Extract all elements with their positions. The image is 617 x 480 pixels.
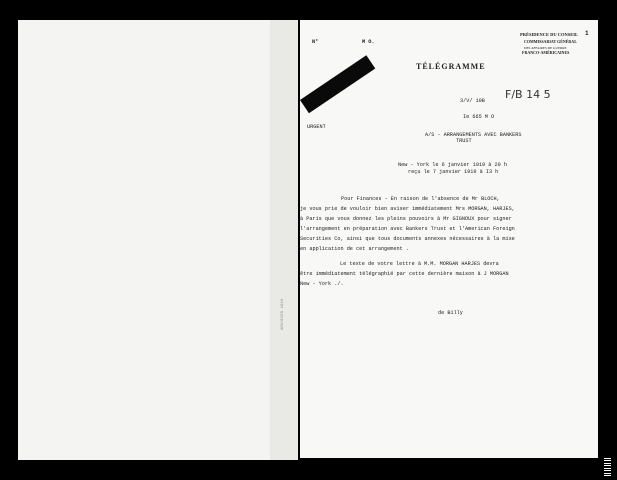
body-line-5: Securities Co, ainsi que tous documents annexes nécessaires à la mise (300, 236, 515, 242)
handwritten-reference: F/B 14 5 (505, 88, 551, 101)
dateline-received: reçu le 7 janvier 1919 à I3 h (408, 169, 499, 175)
left-blank-page (18, 20, 270, 460)
office-line-4: FRANCO-AMÉRICAINES (522, 50, 570, 55)
body-line-4: l'arrangement en préparation avec Bankers Trust et l'American Foreign (300, 226, 515, 232)
body2-line-1: Le texte de votre lettre à M.M. MORGAN HARJES devra (340, 261, 499, 267)
body2-line-2: être immédiatement télégraphié par cette dernière maison à J MORGAN (300, 271, 509, 277)
body-line-2: je vous prie de vouloir bien aviser immédiatement Mrs MORGAN, HARJES, (300, 206, 515, 212)
body2-line-3: New - York ./. (300, 281, 344, 287)
signature: de Billy (438, 310, 463, 316)
reference-line: 3/V/ 10B (460, 98, 485, 104)
number-label: N° (312, 39, 319, 45)
dateline-sent: New - York le 6 janvier 1919 à 20 h (398, 162, 507, 168)
document-title: TÉLÉGRAMME (416, 62, 486, 71)
body-line-1: Pour Finances - En raison de l'absence de Mr BLOCH, (341, 196, 500, 202)
urgent-label: URGENT (307, 124, 326, 130)
subject-line-1: A/S - ARRANGEMENTS AVEC BANKERS (425, 132, 522, 138)
mo-label: M O. (362, 39, 375, 45)
page-number: 1 (585, 30, 589, 37)
office-line-2: COMMISSARIAT GÉNÉRAL (524, 39, 577, 44)
telegram-page (300, 20, 598, 458)
black-diagonal-band (300, 55, 375, 113)
body-line-3: à Paris que vous donnez les pleins pouvoirs à Mr GIGNOUX pour signer (300, 216, 512, 222)
reference-number: Ie 665 M O (463, 114, 495, 120)
office-line-1: PRÉSIDENCE DU CONSEIL (520, 32, 579, 37)
barcode-strip (604, 458, 611, 478)
page-gutter (270, 20, 298, 460)
margin-stamp: ARCHIVES 1919 (281, 298, 285, 330)
office-line-3: DES AFFAIRES DE GUERRE (524, 46, 567, 50)
subject-line-2: TRUST (456, 138, 472, 144)
body-line-6: en application de cet arrangement . (300, 246, 409, 252)
